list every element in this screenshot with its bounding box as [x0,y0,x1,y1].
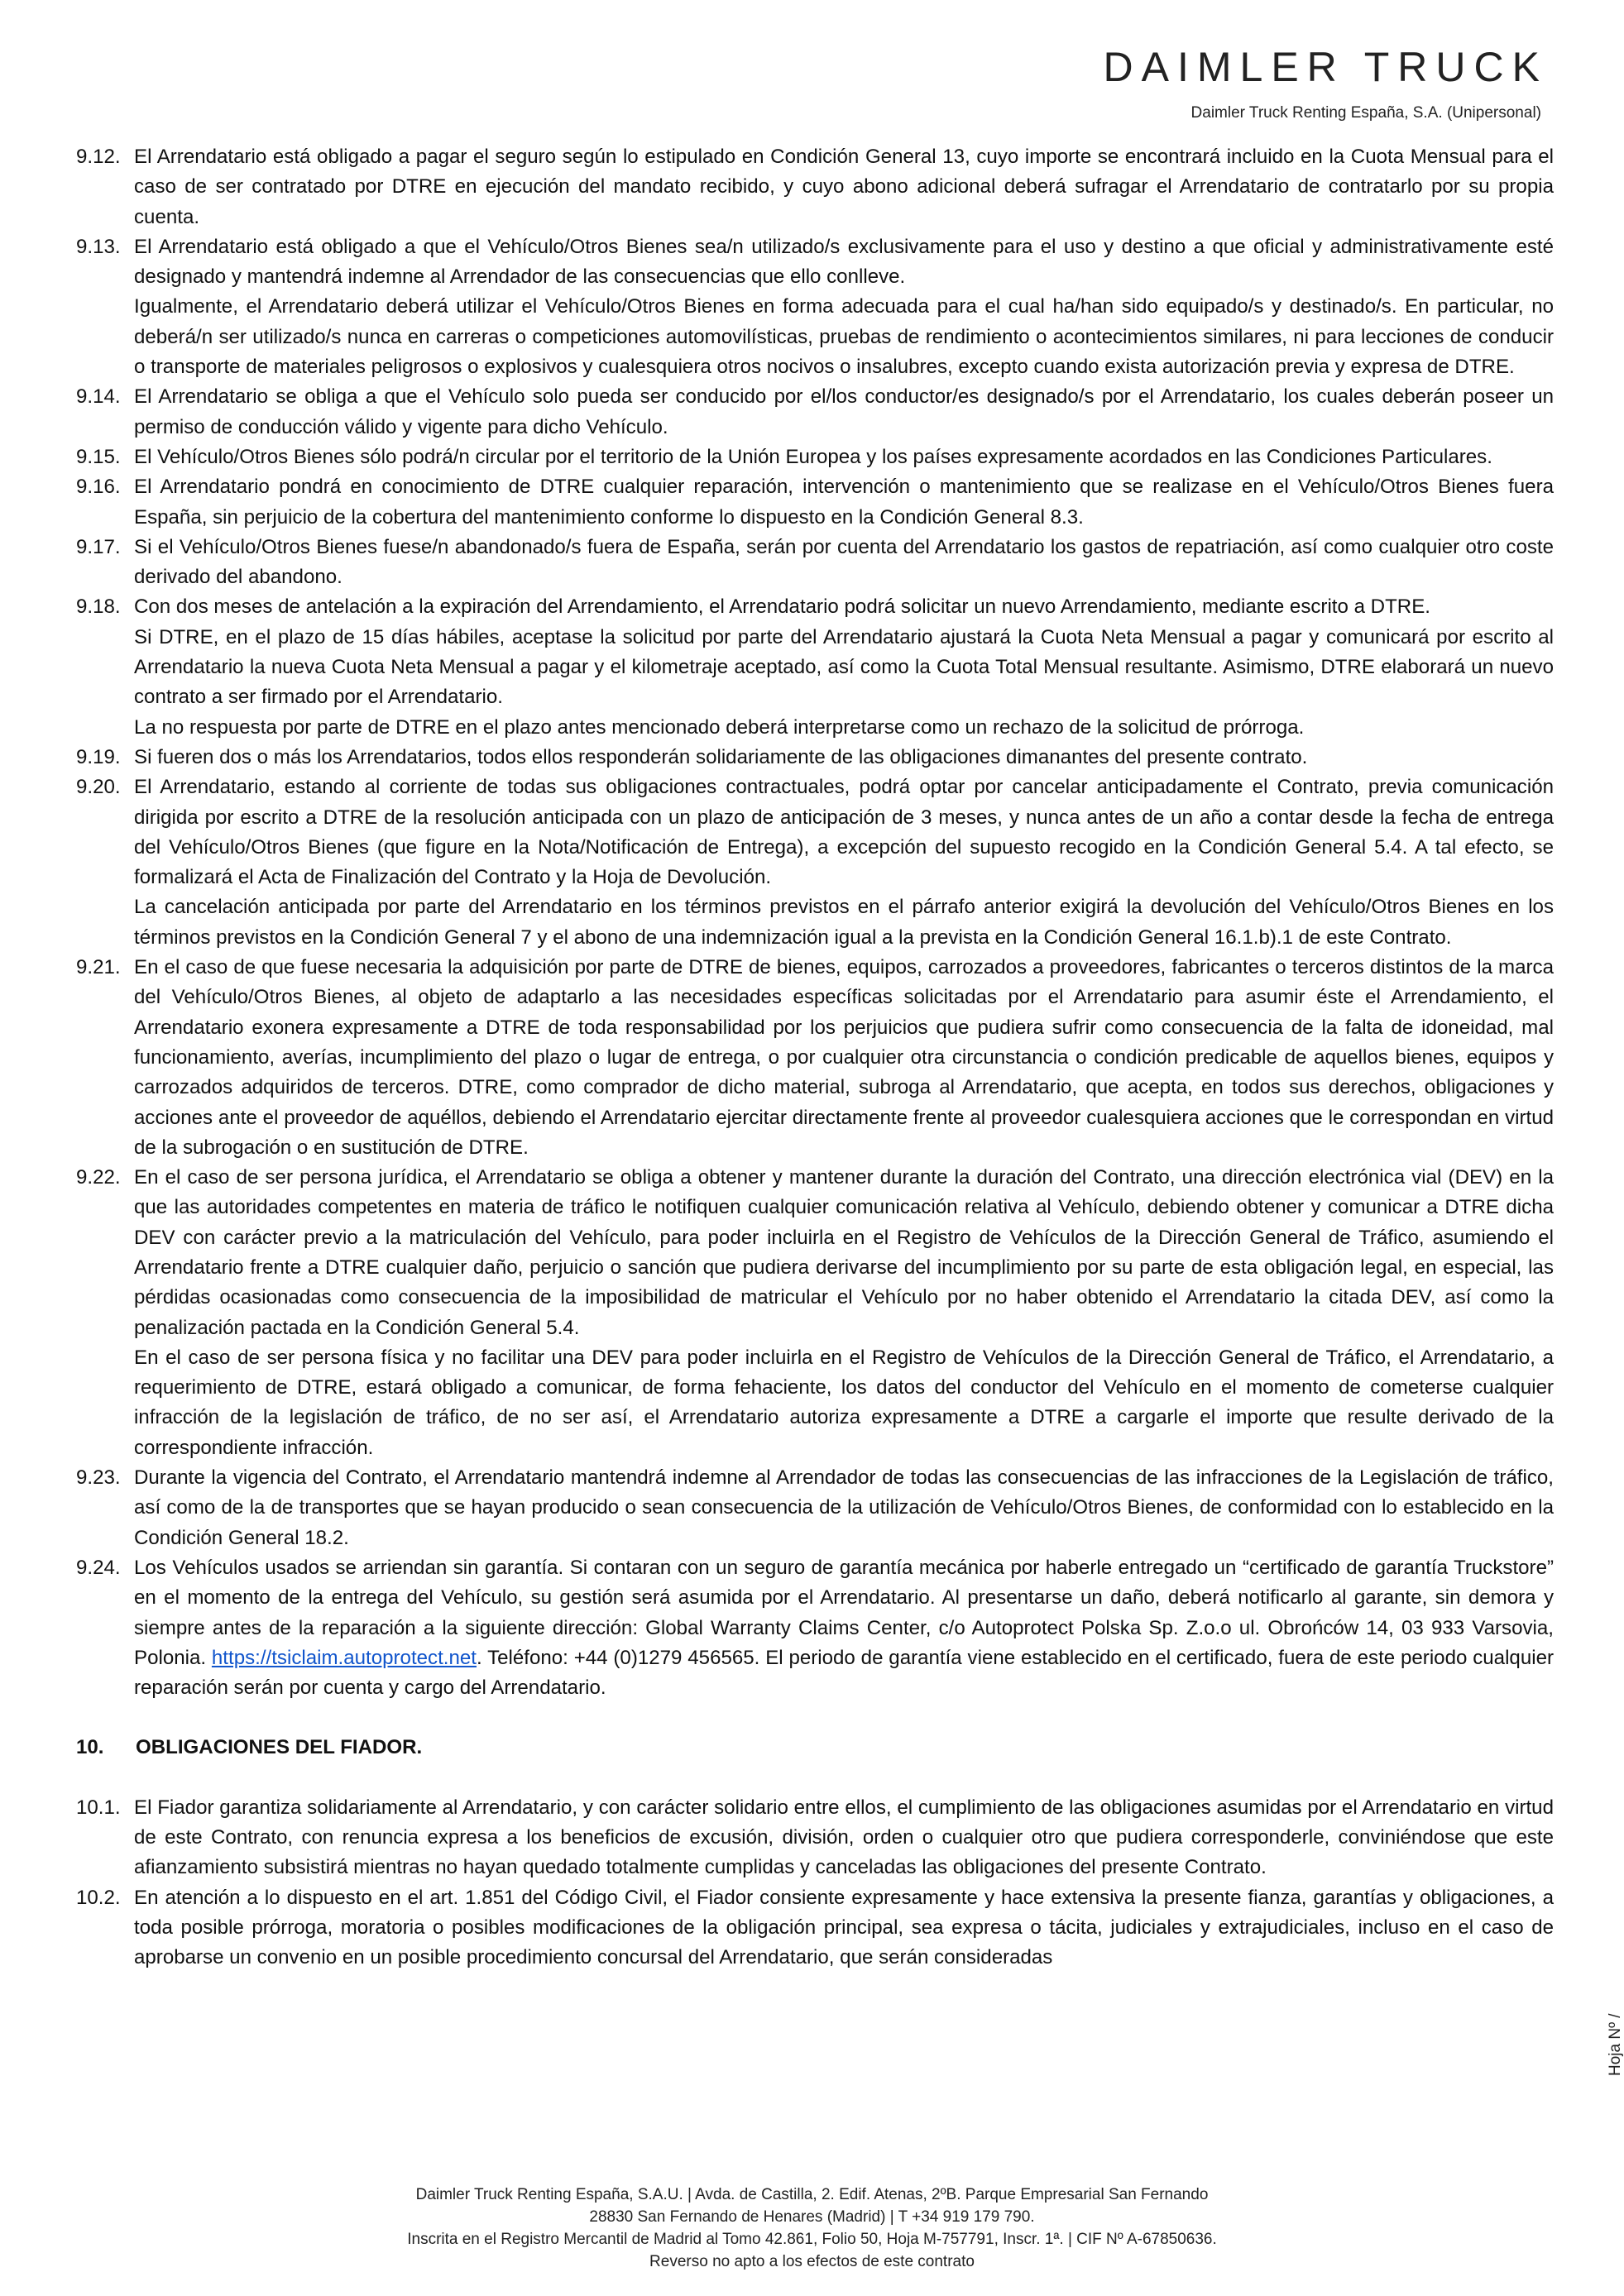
clause-paragraph: El Arrendatario está obligado a pagar el seguro según lo estipulado en Condición General 13, cuyo importe se encontrará incluido en la Cuota Mensual para el caso de ser contratado por DTRE en ejecución del mandato recibido, y cuyo abono adicional deberá sufragar el Arrendatario de contratarlo por su propia cuenta. [134,146,1554,228]
clause-paragraph: Durante la vigencia del Contrato, el Arrendatario mantendrá indemne al Arrendador de todas las consecuencias de las infracciones de la Legislación de tráfico, así como de la de transportes que se hayan producido o sean consecuencia de la utilización de Vehículo/Otros Bienes, de conformidad con lo establecido en la Condición General 18.2. [134,1466,1554,1549]
clauses-section-10 [76,1793,1554,1973]
clause-number: 9.23. [76,1466,121,1490]
clause-number: 9.19. [76,745,121,768]
company-name: Daimler Truck Renting España, S.A. (Unipersonal) [1190,104,1541,122]
clause-number: 9.21. [76,956,121,979]
clause-text: Los Vehículos usados se arriendan sin garantía. Si contaran con un seguro de garantía mecánica por haberle entregado un “certificado de garantía Truckstore” en el momento de la entrega del Vehículo, su gestión será asumida por el Arrendatario. Al presentarse un daño, deberá notificarlo al garante, sin demora y siempre antes de la reparación a la siguiente dirección: Global Warranty Claims Center, c/o Autoprotect Polska Sp. Z.o.o ul. Obrońców 14, 03 933 Varsovia, Polonia. [134,1556,1554,1669]
clause-text: . Teléfono: +44 (0)1279 456565. El periodo de garantía viene establecido en el certificado, fuera de este periodo cualquier reparación serán por cuenta y cargo del Arrendatario. [134,1646,1554,1700]
clause-number: 9.13. [76,235,121,258]
clause [76,773,1554,953]
clause-paragraph: El Vehículo/Otros Bienes sólo podrá/n circular por el territorio de la Unión Europea y los países expresamente acordados en las Condiciones Particulares. [134,445,1492,468]
clause [76,1793,1554,1883]
clause [76,743,1554,773]
clause-paragraph: El Arrendatario está obligado a que el Vehículo/Otros Bienes sea/n utilizado/s exclusivamente para el uso y destino a que oficial y administrativamente esté designado y mantendrá indemne al Arrendador de las consecuencias que ello conlleve. [134,235,1554,289]
contract-body [76,142,1554,1973]
clause-number: 10.2. [76,1886,121,1909]
clause [76,592,1554,742]
brand-logo: DAIMLER TRUCK [1103,44,1548,90]
clause-paragraph: Si el Vehículo/Otros Bienes fuese/n abandonado/s fuera de España, serán por cuenta del Arrendatario los gastos de repatriación, así como cualquier otro coste derivado del abandono. [134,535,1554,589]
page-number-label: Hoja Nº / [1607,2013,1624,2076]
clause [76,382,1554,442]
clause-number: 9.16. [76,476,121,499]
clause-9-24 [76,1553,1554,1703]
clause-paragraph: En el caso de ser persona física y no facilitar una DEV para poder incluirla en el Registro de Vehículos de la Dirección General de Tráfico, el Arrendatario, a requerimiento de DTRE, estará obligado a comunicar, de forma fehaciente, los datos del conductor del Vehículo en el momento de cometerse cualquier infracción de la legislación de tráfico, de no ser así, el Arrendatario autoriza expresamente a DTRE a cargarle el importe que resulte derivado de la correspondiente infracción. [134,1346,1554,1459]
clause-number: 9.18. [76,596,121,619]
clause-number: 9.14. [76,385,121,409]
clause-number: 9.12. [76,146,121,168]
clause-paragraph: Igualmente, el Arrendatario deberá utilizar el Vehículo/Otros Bienes en forma adecuada para el cual ha/han sido equipado/s y destinado/s. En particular, no deberá/n ser utilizado/s nunca en carreras o competiciones automovilísticas, pruebas de rendimiento o acontecimientos similares, ni para lecciones de conducir o transporte de materiales peligrosos o explosivos y cualesquiera otros nocivos o insalubres, excepto cuando exista autorización previa y expresa de DTRE. [134,295,1554,379]
footer-line: Daimler Truck Renting España, S.A.U. | Avda. de Castilla, 2. Edif. Atenas, 2ºB. Parque Empresarial San Fernando [415,2186,1209,2203]
clause-number: 9.20. [76,776,121,799]
clause-paragraph: El Arrendatario se obliga a que el Vehículo solo pueda ser conducido por el/los conductor/es designado/s por el Arrendatario, los cuales deberán poseer un permiso de conducción válido y vigente para dicho Vehículo. [134,385,1554,438]
clause-paragraph: La cancelación anticipada por parte del Arrendatario en los términos previstos en el párrafo anterior exigirá la devolución del Vehículo/Otros Bienes en los términos previstos en la Condición General 7 y el abono de una indemnización igual a la prevista en la Condición General 16.1.b).1 de este Contrato. [134,896,1554,949]
claim-link[interactable]: https://tsiclaim.autoprotect.net [211,1646,477,1669]
footer-line: Reverso no apto a los efectos de este contrato [649,2253,975,2270]
clause-paragraph: En el caso de que fuese necesaria la adquisición por parte de DTRE de bienes, equipos, carrozados a proveedores, fabricantes o terceros distintos de la marca del Vehículo/Otros Bienes, al objeto de adaptarlo a las necesidades específicas solicitadas por el Arrendatario para asumir éste el Arrendamiento, el Arrendatario exonera expresamente a DTRE de toda responsabilidad por los perjuicios que pudiera sufrir como consecuencia de la falta de idoneidad, mal funcionamiento, averías, incumplimiento del plazo o lugar de entrega, o por cualquier otra circunstancia o condición predicable de aquellos bienes, equipos y carrozados adquiridos de terceros. DTRE, como comprador de dicho material, subroga al Arrendatario, que acepta, en todos sus derechos, obligaciones y acciones ante el proveedor de aquéllos, debiendo el Arrendatario ejercitar directamente frente al proveedor cualesquiera acciones que le correspondan en virtud de la subrogación o en sustitución de DTRE. [134,956,1554,1159]
footer-line: 28830 San Fernando de Henares (Madrid) | T +34 919 179 790. [589,2208,1035,2226]
clause [76,533,1554,593]
section-number: 10. [76,1736,104,1759]
clause [76,1463,1554,1553]
clause-number: 9.17. [76,535,121,558]
clause [76,1163,1554,1463]
section-heading [76,1733,1554,1763]
clause-paragraph: Con dos meses de antelación a la expiración del Arrendamiento, el Arrendatario podrá solicitar un nuevo Arrendamiento, mediante escrito a DTRE. [134,596,1430,619]
clause-paragraph: En atención a lo dispuesto en el art. 1.851 del Código Civil, el Fiador consiente expresamente y hace extensiva la presente fianza, garantías y obligaciones, a toda posible prórroga, moratoria o posibles modificaciones de la obligación principal, sea expresa o tácita, judiciales y extrajudiciales, incluso en el caso de aprobarse un convenio en un posible procedimiento concursal del Arrendatario, que serán consideradas [134,1886,1554,1969]
clause [76,232,1554,382]
clause-paragraph: La no respuesta por parte de DTRE en el plazo antes mencionado deberá interpretarse como un rechazo de la solicitud de prórroga. [134,715,1305,739]
clause-paragraph: El Arrendatario, estando al corriente de todas sus obligaciones contractuales, podrá optar por cancelar anticipadamente el Contrato, previa comunicación dirigida por escrito a DTRE de la resolución anticipada con un plazo de anticipación de 3 meses, y nunca antes de un año a contar desde la fecha de entrega del Vehículo/Otros Bienes (que figure en la Nota/Notificación de Entrega), a excepción del supuesto recogido en la Condición General 5.4. A tal efecto, se formalizará el Acta de Finalización del Contrato y la Hoja de Devolución. [134,776,1554,889]
clause-number: 10.1. [76,1796,121,1819]
footer [0,2184,1624,2273]
clause-paragraph: El Arrendatario pondrá en conocimiento de DTRE cualquier reparación, intervención o mantenimiento que se realizase en el Vehículo/Otros Bienes fuera España, sin perjuicio de la cobertura del mantenimiento conforme lo dispuesto en la Condición General 8.3. [134,476,1554,529]
footer-line: Inscrita en el Registro Mercantil de Madrid al Tomo 42.861, Folio 50, Hoja M-757791, Inscr. 1ª. | CIF Nº A-67850636. [407,2231,1217,2248]
clause-paragraph: El Fiador garantiza solidariamente al Arrendatario, y con carácter solidario entre ellos, el cumplimiento de las obligaciones asumidas por el Arrendatario en virtud de este Contrato, con renuncia expresa a los beneficios de excusión, división, orden o cualquier otro que pudiera corresponderle, conviniéndose que este afianzamiento subsistirá mientras no hayan quedado totalmente cumplidas y canceladas las obligaciones del presente Contrato. [134,1796,1554,1879]
clause-paragraph [134,1553,1554,1703]
clause [76,953,1554,1163]
clause [76,442,1554,472]
clause [76,1883,1554,1973]
section-title: OBLIGACIONES DEL FIADOR. [136,1736,423,1759]
clauses-section-9 [76,142,1554,1553]
clause-paragraph: Si fueren dos o más los Arrendatarios, todos ellos responderán solidariamente de las obligaciones dimanantes del presente contrato. [134,745,1308,768]
clause-paragraph: En el caso de ser persona jurídica, el Arrendatario se obliga a obtener y mantener durante la duración del Contrato, una dirección electrónica vial (DEV) en la que las autoridades competentes en materia de tráfico le notifiquen cualquier comunicación relativa al Vehículo, debiendo obtener y comunicar a DTRE dicha DEV con carácter previo a la matriculación del Vehículo, para poder incluirla en el Registro de Vehículos de la Dirección General de Tráfico, asumiendo el Arrendatario frente a DTRE cualquier daño, perjuicio o sanción que pudiera derivarse del incumplimiento por su parte de esta obligación legal, en especial, las pérdidas ocasionadas como consecuencia de la imposibilidad de matricular el Vehículo por no haber obtenido el Arrendatario la citada DEV, así como la penalización pactada en la Condición General 5.4. [134,1166,1554,1339]
clause [76,142,1554,232]
clause-number: 9.15. [76,445,121,468]
clause-paragraph: Si DTRE, en el plazo de 15 días hábiles, aceptase la solicitud por parte del Arrendatario ajustará la Cuota Neta Mensual a pagar y comunicará por escrito al Arrendatario la nueva Cuota Neta Mensual a pagar y el kilometraje aceptado, así como la Cuota Total Mensual resultante. Asimismo, DTRE elaborará un nuevo contrato a ser firmado por el Arrendatario. [134,625,1554,709]
clause-number: 9.24. [76,1556,121,1579]
clause [76,472,1554,533]
clause-number: 9.22. [76,1166,121,1189]
